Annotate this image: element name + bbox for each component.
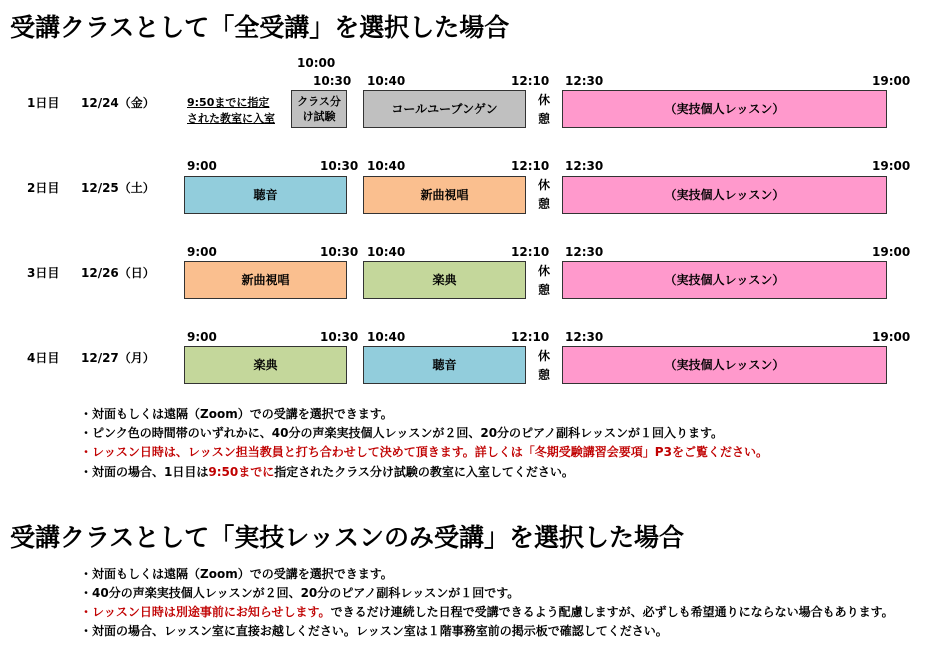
time-label: 10:30 <box>313 74 352 88</box>
day-date: 12/26（日） <box>81 266 155 280</box>
time-label: 10:40 <box>367 74 406 88</box>
rest-label: 休 憩 <box>538 264 551 297</box>
time-label: 9:00 <box>187 159 217 173</box>
note-3: ・レッスン日時は別途事前にお知らせします。できるだけ連続した日程で受講できるよう配慮しますが、必ずしも希望通りにならない場合もあります。 <box>80 605 894 619</box>
session-block <box>363 346 526 384</box>
entry-note-line1: 9:50までに指定 <box>187 96 270 109</box>
time-label: 19:00 <box>872 330 911 344</box>
section2-title: 受講クラスとして「実技レッスンのみ受講」を選択した場合 <box>10 523 685 552</box>
block-label: 新曲視唱 <box>420 187 469 202</box>
time-label: 10:00 <box>297 56 336 70</box>
time-label: 12:30 <box>565 245 604 259</box>
day-date: 12/24（金） <box>81 96 155 110</box>
lesson-block <box>562 261 887 299</box>
note-1: ・対面もしくは遠隔（Zoom）での受講を選択できます。 <box>80 407 393 421</box>
block-label: 聴音 <box>253 187 278 202</box>
section1-title: 受講クラスとして「全受講」を選択した場合 <box>10 13 510 42</box>
rest-label: 休 憩 <box>538 178 551 211</box>
block-label: 楽典 <box>432 272 457 287</box>
time-label: 10:30 <box>320 330 359 344</box>
class-test-block <box>291 90 347 128</box>
day-label: 3日目 <box>27 266 60 280</box>
day-date: 12/27（月） <box>81 351 155 365</box>
rest-label: 休 憩 <box>538 349 551 382</box>
block-label: コールユーブンゲン <box>391 101 498 116</box>
time-label: 12:30 <box>565 330 604 344</box>
time-label: 10:30 <box>320 245 359 259</box>
note-3: ・レッスン日時は、レッスン担当教員と打ち合わせして決めて頂きます。詳しくは「冬期受験講習会要項」P3をご覧ください。 <box>80 445 768 459</box>
time-label: 10:40 <box>367 330 406 344</box>
time-label: 10:30 <box>320 159 359 173</box>
time-label: 19:00 <box>872 245 911 259</box>
block-label: （実技個人レッスン） <box>664 101 785 116</box>
entry-note-line2: された教室に入室 <box>187 112 275 125</box>
block-label: （実技個人レッスン） <box>664 187 785 202</box>
session-block <box>184 261 347 299</box>
block-label: 楽典 <box>253 357 278 372</box>
lesson-block <box>562 90 887 128</box>
rest-label: 休 憩 <box>538 93 551 126</box>
day-date: 12/25（土） <box>81 181 155 195</box>
time-label: 19:00 <box>872 74 911 88</box>
session-block <box>363 261 526 299</box>
block-label: （実技個人レッスン） <box>664 357 785 372</box>
time-label: 10:40 <box>367 245 406 259</box>
block-label: （実技個人レッスン） <box>664 272 785 287</box>
day-label: 4日目 <box>27 351 60 365</box>
block-label: 聴音 <box>432 357 457 372</box>
note-4: ・対面の場合、レッスン室に直接お越しください。レッスン室は１階事務室前の掲示板で確認してください。 <box>80 624 668 638</box>
session-block <box>184 176 347 214</box>
note-1: ・対面もしくは遠隔（Zoom）での受講を選択できます。 <box>80 567 393 581</box>
note-4: ・対面の場合、1日目は9:50までに指定されたクラス分け試験の教室に入室してください。 <box>80 465 574 479</box>
time-label: 10:40 <box>367 159 406 173</box>
time-label: 12:10 <box>511 330 550 344</box>
session-block <box>363 90 526 128</box>
note-2: ・ピンク色の時間帯のいずれかに、40分の声楽実技個人レッスンが２回、20分のピアノ副科レッスンが１回入ります。 <box>80 426 724 440</box>
time-label: 12:10 <box>511 159 550 173</box>
time-label: 12:10 <box>511 74 550 88</box>
session-block <box>363 176 526 214</box>
time-label: 9:00 <box>187 245 217 259</box>
note-2: ・40分の声楽実技個人レッスンが２回、20分のピアノ副科レッスンが１回です。 <box>80 586 520 600</box>
lesson-block <box>562 346 887 384</box>
block-label: 新曲視唱 <box>241 272 290 287</box>
time-label: 12:30 <box>565 159 604 173</box>
block-label: クラス分 け試験 <box>297 95 341 123</box>
time-label: 12:10 <box>511 245 550 259</box>
time-label: 19:00 <box>872 159 911 173</box>
day-label: 2日目 <box>27 181 60 195</box>
session-block <box>184 346 347 384</box>
lesson-block <box>562 176 887 214</box>
time-label: 12:30 <box>565 74 604 88</box>
day-label: 1日目 <box>27 96 60 110</box>
time-label: 9:00 <box>187 330 217 344</box>
